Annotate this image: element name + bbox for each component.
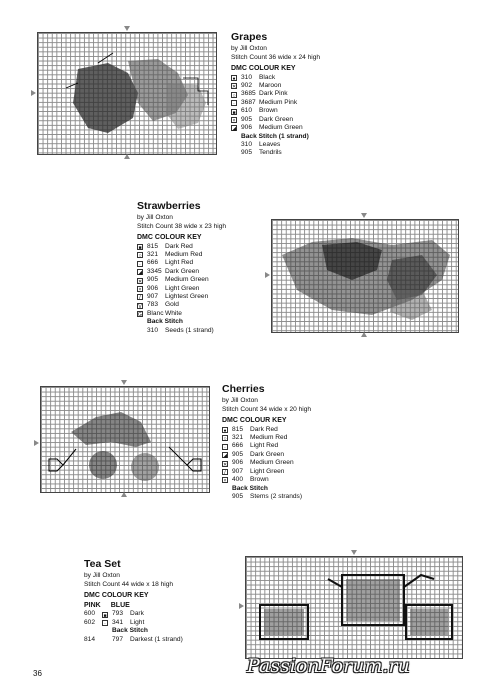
grapes-back-stitch-title: Back Stitch (1 strand) [241, 132, 309, 140]
tea-set-title: Tea Set [84, 558, 121, 570]
stitch-symbol-icon: / [222, 469, 228, 475]
cherries-centre-arrow-left [34, 440, 39, 446]
strawberries-info [137, 200, 267, 335]
grapes-info [231, 31, 431, 158]
stitch-symbol-icon: ◢ [138, 270, 142, 277]
back-stitch-row: 905 Tendrils [241, 149, 282, 157]
grapes-centre-arrow-left [31, 90, 36, 96]
colour-row: ■ 610 Brown [232, 107, 278, 116]
colour-row: ● 815 Dark Red [223, 425, 278, 434]
colour-row: G Blanc White [138, 309, 182, 319]
back-stitch-row: 814 797 Darkest (1 strand) [84, 635, 183, 643]
tea-set-key-title: DMC COLOUR KEY [84, 592, 149, 600]
colour-row: ◢ 905 Dark Green [223, 450, 285, 460]
stitch-symbol-icon: ○ [138, 253, 142, 260]
stitch-symbol-icon: ■ [103, 612, 107, 619]
tea-set-column-headers: PINK BLUE [84, 601, 130, 609]
watermark: PassionForum.ru [247, 655, 410, 677]
page-number: 36 [33, 669, 42, 678]
strawberries-stitch-count: Stitch Count 38 wide x 23 high [137, 222, 227, 230]
tea-set-info [84, 558, 234, 644]
tea-set-back-stitch-title: Back Stitch [112, 627, 148, 635]
tea-set-centre-arrow-left [239, 603, 244, 609]
colour-row: ✕ 902 Maroon [232, 82, 282, 91]
strawberries-title: Strawberries [137, 200, 201, 212]
strawberries-key-title: DMC COLOUR KEY [137, 234, 202, 242]
stitch-symbol-icon: ○ [223, 436, 227, 443]
colour-row: ○ 321 Medium Red [138, 251, 203, 260]
strawberries-centre-arrow-left [265, 272, 270, 278]
tea-set-author: by Jill Oxton [84, 572, 120, 579]
colour-row: ■ 815 Dark Red [138, 242, 193, 251]
colour-row: · 666 Light Red [222, 443, 422, 451]
stitch-symbol-icon: ■ [232, 109, 236, 116]
grapes-stitch-count: Stitch Count 36 wide x 24 high [231, 53, 321, 61]
cherries-motif [41, 387, 209, 492]
back-stitch-row: 310 Seeds (1 strand) [147, 326, 214, 334]
grapes-motif [38, 33, 216, 154]
cherries-key-title: DMC COLOUR KEY [222, 417, 287, 425]
cherries-centre-arrow-top [121, 380, 127, 385]
stitch-symbol-icon: ◢ [232, 126, 236, 133]
stitch-symbol-icon: ● [232, 75, 236, 82]
strawberries-centre-arrow-top [361, 213, 367, 218]
tea-set-motif [246, 557, 462, 658]
cherries-back-stitch-title: Back Stitch [232, 484, 268, 492]
colour-row: × 400 Brown [223, 476, 269, 485]
strawberries-author: by Jill Oxton [137, 214, 173, 221]
grapes-title: Grapes [231, 31, 268, 43]
colour-row: ✕ 905 Medium Green [138, 276, 209, 285]
colour-row: ✕ 906 Medium Green [223, 459, 294, 468]
stitch-symbol-icon: / [137, 294, 143, 300]
colour-row: · 3687 Medium Pink [231, 99, 431, 107]
stitch-symbol-icon: · [102, 620, 108, 626]
cherries-stitch-count: Stitch Count 34 wide x 20 high [222, 405, 312, 413]
stitch-symbol-icon: ◢ [223, 453, 227, 460]
back-stitch-row: 905 Stems (2 strands) [232, 493, 303, 501]
grapes-key-title: DMC COLOUR KEY [231, 65, 296, 73]
grapes-chart [37, 32, 217, 155]
colour-row: ○ 321 Medium Red [223, 434, 288, 443]
grapes-centre-arrow-top [124, 26, 130, 31]
colour-row: / 907 Light Green [222, 468, 422, 476]
stitch-symbol-icon: × [138, 286, 142, 293]
cherries-info [222, 383, 422, 502]
grapes-author: by Jill Oxton [231, 45, 267, 52]
stitch-symbol-icon: ✕ [138, 278, 143, 285]
back-stitch-row: 310 Leaves [241, 141, 281, 149]
colour-row: V 783 Gold [138, 301, 179, 310]
colour-row: 600 ■ 793 Dark [84, 610, 144, 619]
stitch-symbol-icon: ■ [138, 244, 142, 251]
tea-set-chart [245, 556, 463, 659]
colour-row: 602 · 341 Light [84, 618, 145, 627]
stitch-symbol-icon: · [137, 261, 143, 267]
colour-row: ● 310 Black [232, 73, 276, 82]
stitch-symbol-icon: ✕ [232, 84, 237, 91]
stitch-symbol-icon: · [222, 444, 228, 450]
stitch-symbol-icon: ✕ [223, 461, 228, 468]
strawberries-chart [271, 219, 459, 333]
tea-set-centre-arrow-top [351, 550, 357, 555]
stitch-symbol-icon: ○ [232, 92, 236, 99]
stitch-symbol-icon: × [232, 117, 236, 124]
strawberries-back-stitch-title: Back Stitch [147, 318, 183, 326]
tea-set-stitch-count: Stitch Count 44 wide x 18 high [84, 580, 174, 588]
colour-row: / 907 Lightest Green [137, 293, 267, 301]
colour-row: × 905 Dark Green [232, 115, 294, 124]
cherries-author: by Jill Oxton [222, 397, 258, 404]
strawberries-motif [272, 220, 458, 332]
strawberries-centre-arrow-bottom [361, 332, 367, 337]
colour-row: ○ 3685 Dark Pink [232, 90, 288, 99]
stitch-symbol-icon: ● [223, 427, 227, 434]
stitch-symbol-icon: G [138, 312, 142, 319]
colour-row: · 666 Light Red [137, 260, 267, 268]
stitch-symbol-icon: × [223, 478, 227, 485]
stitch-symbol-icon: V [138, 303, 142, 310]
stitch-symbol-icon: · [231, 100, 237, 106]
cherries-centre-arrow-bottom [121, 492, 127, 497]
cherries-title: Cherries [222, 383, 265, 395]
colour-row: ◢ 3345 Dark Green [138, 267, 200, 277]
colour-row: × 906 Light Green [138, 284, 200, 293]
cherries-chart [40, 386, 210, 493]
grapes-centre-arrow-bottom [124, 154, 130, 159]
colour-row: ◢ 906 Medium Green [232, 124, 303, 133]
